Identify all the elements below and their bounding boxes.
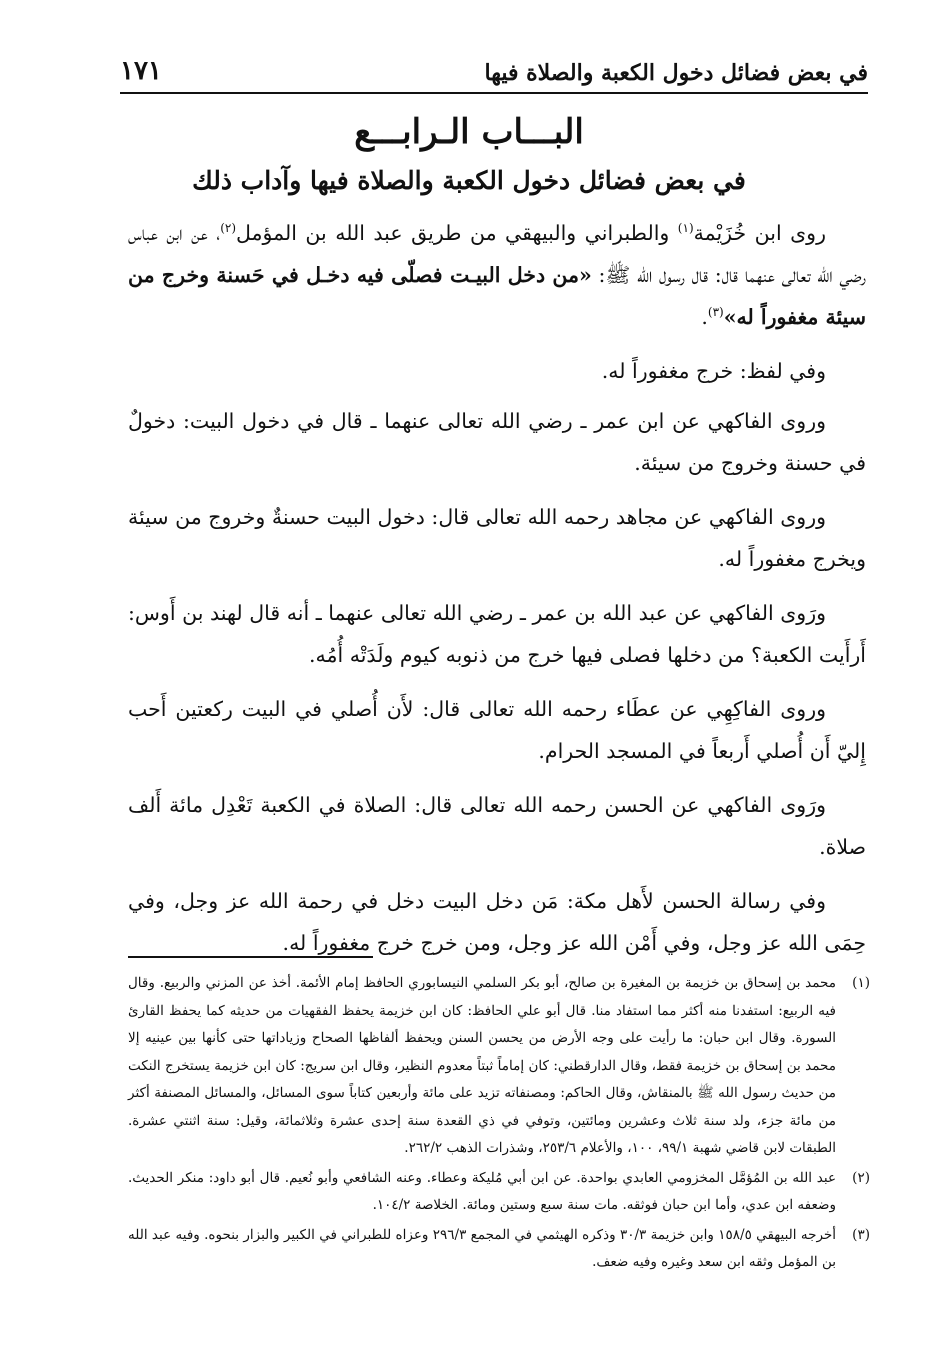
paragraph-1-part-c: ، عن ابن عباس رضي الله تعالى عنهما قال: قال رسول الله ﷺ: [128,221,866,287]
chapter-subtitle: في بعض فضائل دخول الكعبة والصلاة فيها وآداب ذلك [192,166,746,195]
footnote-text: أخرجه البيهقي ١٥٨/٥ وابن خزيمة ٣٠/٣ وذكره الهيثمي في المجمع ٢٩٦/٣ وعزاه للطبراني في الكبير والبزار بنحوه. وفيه عبد الله بن المؤمل وثقه ابن سعد وغيره وفيه ضعف. [128,1226,836,1270]
paragraph-6: وروى الفاكِهِي عن عطَاء رحمه الله تعالى قال: لأَن أُصلي في البيت ركعتين أَحب إِليّ أَن أُصلي أَربعاً في المسجد الحرام. [128,697,866,763]
paragraph-1 [128,212,866,338]
chapter-heading: البـــاب الـرابـــع [354,112,584,152]
footnotes [128,970,870,1279]
paragraph-4: وروى الفاكهي عن مجاهد رحمه الله تعالى قال: دخول البيت حسنةٌ وخروج من سيئة ويخرج مغفوراً له. [128,505,866,571]
footnote-text: محمد بن إسحاق بن خزيمة بن المغيرة بن صالح، أبو بكر السلمي النيسابوري الحافظ إمام الأئمة. أخذ عن المزني والربيع. وقال فيه الربيع: استفدنا منه أكثر مما استفاد منا. قال أبو علي الحافظ: كان ابن خزيمة يحفظ الفقهيات من حديثه كما يحفظ القارئ السورة. وقال ابن حبان: ما رأيت على وجه الأرض من يحسن السنن ويحفظ ألفاظها الصحاح وزياداتها حتى كأنها بين عينيه إلا محمد بن إسحاق بن خزيمة فقط، وقال الدارقطني: كان إماماً ثبتاً معدوم النظير، وقال ابن سريج: كان ابن خزيمة يستخرج النكت من حديث رسول الله ﷺ بالمنقاش، وقال الحاكم: ومصنفاته تزيد على مائة وأربعين كتاباً سوى المسائل، والمسائل المصنفة أكثر من مائة جزء، ولد سنة ثلاث وعشرين ومائتين، وتوفي في ذي القعدة سنة إحدى عشرة وثلاثمائة، وقيل: سنة اثنتي عشرة. الطبقات لابن قاضي شهبة ٩٩/١، ١٠٠، والأعلام ٢٥٣/٦، وشذرات الذهب ٢٦٢/٢. [128,975,836,1156]
paragraph-2: وفي لفظ: خرج مغفوراً له. [601,359,826,383]
footnote-number: (١) [852,975,870,991]
footnote-1 [128,970,870,1163]
footnote-number: (٢) [852,1169,870,1186]
hadith-quote: «من دخل البيـت فصلّى فيه دخـل في حَسنة وخرج من سيئة مغفوراً له» [128,263,866,329]
footnote-text: عبد الله بن المُؤمَّل المخزومي العابدي بواحدة. عن ابن أبي مُليكة وعطاء. وعنه الشافعي وأبو نُعيم. قال أبو داود: منكر الحديث. وضعفه ابن عدي، وأما ابن حبان فوثقه. مات سنة سبع وستين ومائة. الخلاصة ١٠٤/٢. [128,1169,836,1213]
footnote-ref-1: (١) [677,221,694,236]
footnote-divider [128,956,373,958]
paragraph-7: ورَوى الفاكهي عن الحسن رحمه الله تعالى قال: الصلاة في الكعبة تَعْدِل مائة أَلف صلاة. [128,793,866,859]
paragraph-5: ورَوى الفاكهي عن عبد الله بن عمر ـ رضي الله تعالى عنهما ـ أنه قال لهند بن أَوس: أَرأَيت الكعبة؟ من دخلها فصلى فيها خرج من ذنوبه كيوم ولَدَتْه أُمُه. [128,601,866,667]
paragraph-1-end: . [701,305,708,329]
footnote-ref-2: (٢) [220,221,237,236]
paragraph-1-part-a: روى ابن خُزَيْمة [693,221,826,245]
footnote-number: (٣) [852,1226,870,1243]
paragraph-8: وفي رسالة الحسن لأَهل مكة: مَن دخل البيت دخل في رحمة الله عز وجل، وفي حِمَى الله عز وجل، وفي أَمْن الله عز وجل، ومن خرج خرج مغفوراً له. [128,889,866,955]
running-header [120,50,868,94]
footnote-3 [128,1222,870,1277]
main-text [128,212,866,976]
paragraph-3: وروى الفاكهي عن ابن عمر ـ رضي الله تعالى عنهما ـ قال في دخول البيت: دخولٌ في حسنة وخروج من سيئة. [128,409,866,475]
footnote-ref-3: (٣) [707,305,724,320]
paragraph-1-part-b: والطبراني والبيهقي من طريق عبد الله بن المؤمل [236,221,678,245]
page-number: ١٧١ [120,56,162,86]
running-title: في بعض فضائل دخول الكعبة والصلاة فيها [484,60,868,86]
footnote-2 [128,1165,870,1220]
